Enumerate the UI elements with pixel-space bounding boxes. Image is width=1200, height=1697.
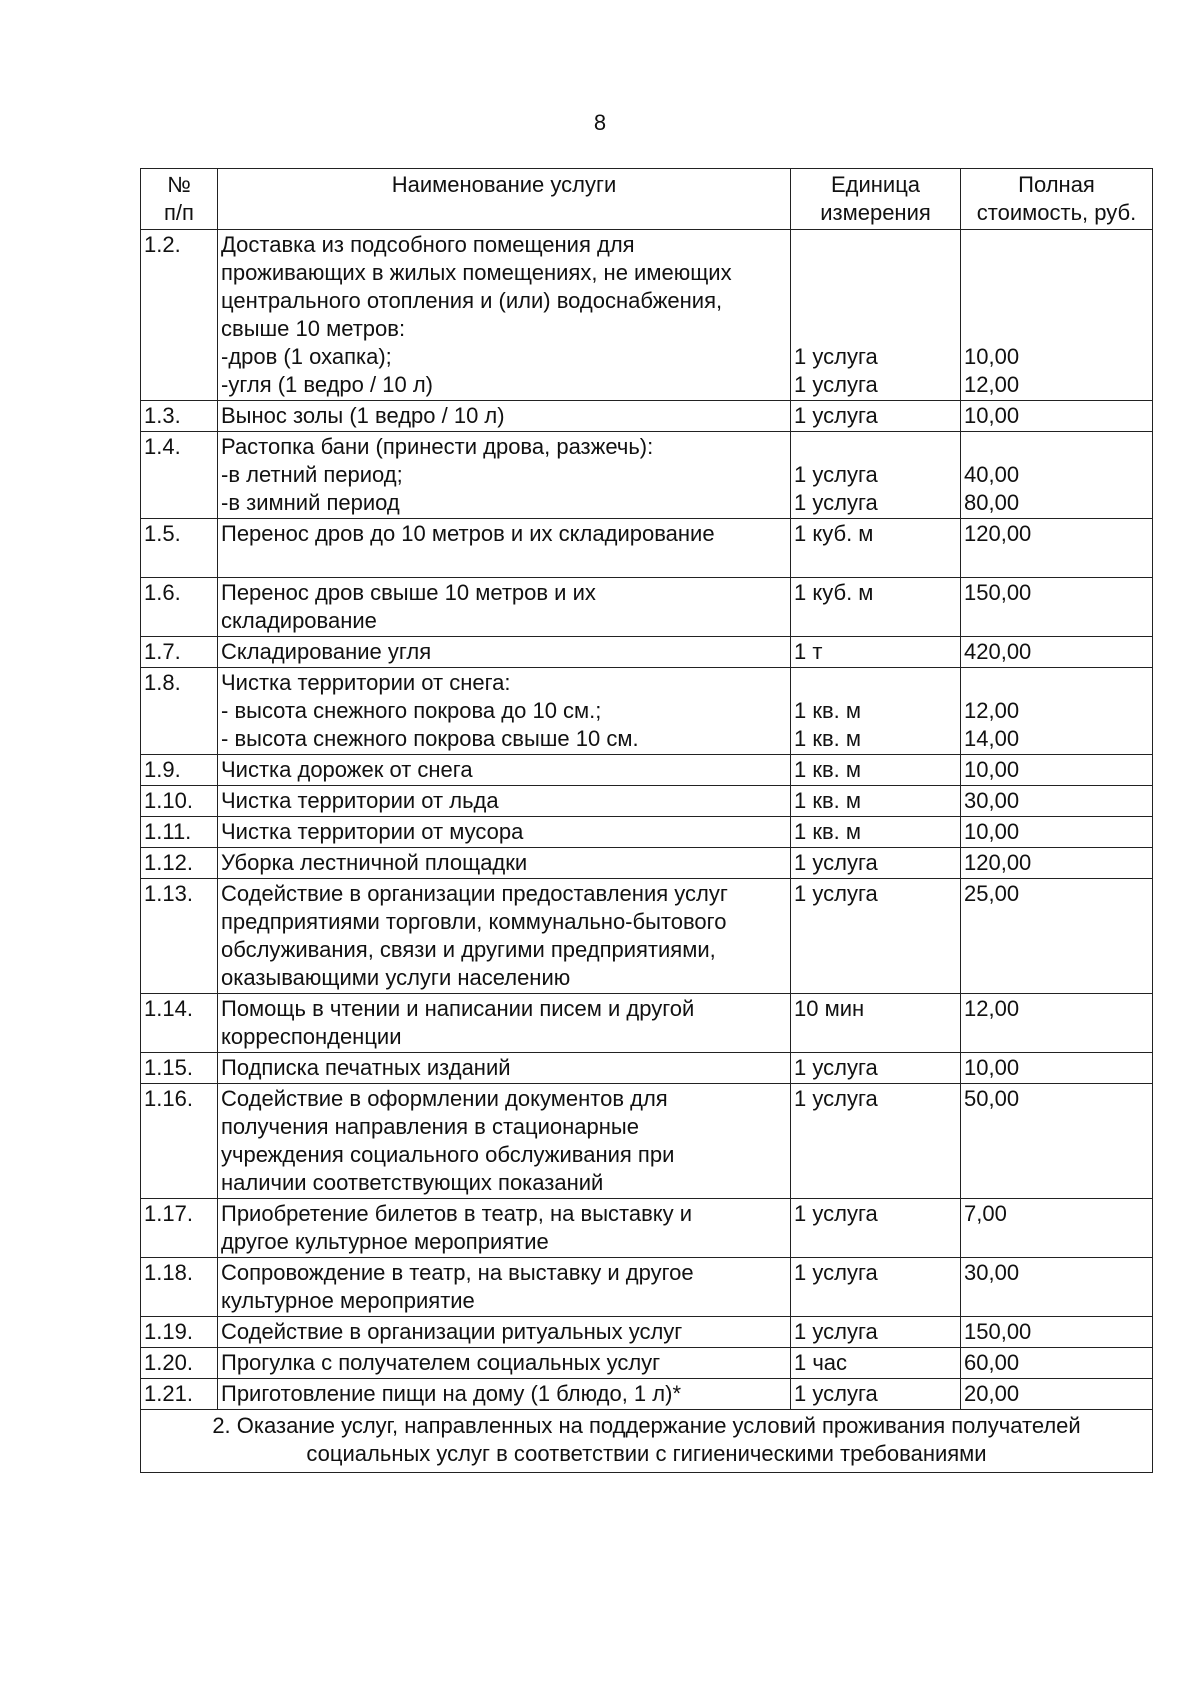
service-name-cell bbox=[218, 519, 791, 578]
section-heading: 2. Оказание услуг, направленных на поддержание условий проживания получателей социальных услуг в соответствии с гигиеническими требованиями bbox=[141, 1410, 1153, 1473]
cost-cell bbox=[961, 637, 1153, 668]
unit-cell bbox=[791, 668, 961, 755]
cost-line: 10,00 bbox=[964, 819, 1020, 844]
unit-line: 1 кв. м bbox=[794, 788, 862, 813]
service-name-line: Прогулка с получателем социальных услуг bbox=[221, 1350, 661, 1375]
services-price-table bbox=[140, 168, 1153, 1473]
service-name-cell bbox=[218, 401, 791, 432]
unit-line: 1 час bbox=[794, 1350, 848, 1375]
service-name-cell bbox=[218, 637, 791, 668]
service-name-line: Растопка бани (принести дрова, разжечь): bbox=[221, 434, 654, 459]
header-cost: Полная стоимость, руб. bbox=[961, 169, 1153, 230]
unit-cell bbox=[791, 786, 961, 817]
service-name-cell bbox=[218, 1053, 791, 1084]
unit-cell bbox=[791, 637, 961, 668]
table-row bbox=[141, 519, 1153, 578]
unit-line: 1 куб. м bbox=[794, 580, 874, 605]
table-row bbox=[141, 1258, 1153, 1317]
row-number: 1.5. bbox=[141, 519, 218, 578]
cost-cell bbox=[961, 1379, 1153, 1410]
cost-cell bbox=[961, 578, 1153, 637]
unit-line: 1 услуга bbox=[794, 1381, 878, 1406]
cost-line: 30,00 bbox=[964, 788, 1020, 813]
cost-line: 50,00 bbox=[964, 1086, 1020, 1111]
service-name-line: Помощь в чтении и написании писем и другой bbox=[221, 996, 695, 1021]
cost-line: 80,00 bbox=[964, 490, 1020, 515]
unit-line bbox=[794, 315, 957, 343]
service-name-line: Складирование угля bbox=[221, 639, 432, 664]
cost-line bbox=[964, 231, 1149, 259]
service-name-line: получения направления в стационарные bbox=[221, 1114, 639, 1139]
unit-line: 1 услуга bbox=[794, 1319, 878, 1344]
unit-line: 1 услуга bbox=[794, 1086, 878, 1111]
row-number: 1.13. bbox=[141, 879, 218, 994]
cost-line bbox=[964, 287, 1149, 315]
table-row bbox=[141, 401, 1153, 432]
service-name-cell bbox=[218, 668, 791, 755]
table-body bbox=[141, 230, 1153, 1410]
unit-cell bbox=[791, 1379, 961, 1410]
unit-line bbox=[794, 1287, 957, 1315]
unit-line bbox=[794, 1141, 957, 1169]
service-name-line: Чистка дорожек от снега bbox=[221, 757, 473, 782]
service-name-line: Приобретение билетов в театр, на выставку и bbox=[221, 1201, 693, 1226]
header-service-name: Наименование услуги bbox=[218, 169, 791, 230]
service-name-line: культурное мероприятие bbox=[221, 1288, 475, 1313]
service-name-line: Сопровождение в театр, на выставку и другое bbox=[221, 1260, 694, 1285]
cost-line: 120,00 bbox=[964, 521, 1032, 546]
cost-line: 10,00 bbox=[964, 1055, 1020, 1080]
unit-line: 1 услуга bbox=[794, 462, 878, 487]
cost-line: 7,00 bbox=[964, 1201, 1007, 1226]
unit-line bbox=[794, 607, 957, 635]
section-row bbox=[141, 1410, 1153, 1473]
service-name-cell bbox=[218, 879, 791, 994]
service-name-cell bbox=[218, 578, 791, 637]
table-row bbox=[141, 817, 1153, 848]
service-name-line: оказывающими услуги населению bbox=[221, 965, 571, 990]
service-name-line: Доставка из подсобного помещения для bbox=[221, 232, 635, 257]
unit-cell bbox=[791, 519, 961, 578]
service-name-cell bbox=[218, 994, 791, 1053]
service-name-cell bbox=[218, 755, 791, 786]
unit-line: 1 услуга bbox=[794, 1055, 878, 1080]
unit-line bbox=[794, 287, 957, 315]
unit-line: 1 услуга bbox=[794, 403, 878, 428]
unit-line: 1 кв. м bbox=[794, 726, 862, 751]
unit-line bbox=[794, 669, 957, 697]
cost-line: 60,00 bbox=[964, 1350, 1020, 1375]
unit-cell bbox=[791, 879, 961, 994]
row-number: 1.18. bbox=[141, 1258, 218, 1317]
service-name-line: Содействие в организации ритуальных услуг bbox=[221, 1319, 683, 1344]
service-name-line: свыше 10 метров: bbox=[221, 316, 406, 341]
cost-cell bbox=[961, 432, 1153, 519]
row-number: 1.7. bbox=[141, 637, 218, 668]
cost-line: 12,00 bbox=[964, 698, 1020, 723]
service-name-line: центрального отопления и (или) водоснабжения, bbox=[221, 288, 723, 313]
row-number: 1.14. bbox=[141, 994, 218, 1053]
table-row bbox=[141, 1317, 1153, 1348]
unit-line bbox=[794, 1113, 957, 1141]
table-row bbox=[141, 1199, 1153, 1258]
unit-line bbox=[794, 548, 957, 576]
unit-cell bbox=[791, 1317, 961, 1348]
table-row bbox=[141, 432, 1153, 519]
row-number: 1.6. bbox=[141, 578, 218, 637]
table-header-row bbox=[141, 169, 1153, 230]
row-number: 1.10. bbox=[141, 786, 218, 817]
service-name-line: проживающих в жилых помещениях, не имеющих bbox=[221, 260, 732, 285]
row-number: 1.11. bbox=[141, 817, 218, 848]
service-name-line: Содействие в оформлении документов для bbox=[221, 1086, 668, 1111]
cost-line bbox=[964, 1113, 1149, 1141]
cost-cell bbox=[961, 401, 1153, 432]
cost-line: 10,00 bbox=[964, 344, 1020, 369]
unit-line: 1 кв. м bbox=[794, 757, 862, 782]
unit-line: 1 кв. м bbox=[794, 698, 862, 723]
page-number: 8 bbox=[593, 110, 607, 135]
row-number: 1.3. bbox=[141, 401, 218, 432]
unit-line bbox=[794, 1228, 957, 1256]
cost-cell bbox=[961, 1053, 1153, 1084]
table-row bbox=[141, 1348, 1153, 1379]
service-name-line: Чистка территории от льда bbox=[221, 788, 499, 813]
service-name-cell bbox=[218, 1348, 791, 1379]
table-row bbox=[141, 230, 1153, 401]
cost-line: 12,00 bbox=[964, 372, 1020, 397]
cost-cell bbox=[961, 1348, 1153, 1379]
unit-line: 1 услуга bbox=[794, 1201, 878, 1226]
unit-cell bbox=[791, 994, 961, 1053]
cost-line: 20,00 bbox=[964, 1381, 1020, 1406]
cost-cell bbox=[961, 994, 1153, 1053]
unit-line: 1 кв. м bbox=[794, 819, 862, 844]
cost-line: 12,00 bbox=[964, 996, 1020, 1021]
cost-cell bbox=[961, 848, 1153, 879]
service-name-cell bbox=[218, 848, 791, 879]
unit-line bbox=[794, 1023, 957, 1051]
unit-cell bbox=[791, 755, 961, 786]
service-name-line: складирование bbox=[221, 608, 377, 633]
unit-cell bbox=[791, 230, 961, 401]
cost-line: 10,00 bbox=[964, 757, 1020, 782]
cost-line bbox=[964, 1023, 1149, 1051]
service-name-line: Чистка территории от мусора bbox=[221, 819, 524, 844]
row-number: 1.21. bbox=[141, 1379, 218, 1410]
unit-line bbox=[794, 259, 957, 287]
cost-line bbox=[964, 607, 1149, 635]
unit-line: 1 т bbox=[794, 639, 823, 664]
unit-cell bbox=[791, 1053, 961, 1084]
table-row bbox=[141, 755, 1153, 786]
cost-cell bbox=[961, 668, 1153, 755]
unit-line bbox=[794, 433, 957, 461]
row-number: 1.4. bbox=[141, 432, 218, 519]
cost-cell bbox=[961, 519, 1153, 578]
cost-cell bbox=[961, 1258, 1153, 1317]
cost-line bbox=[964, 1141, 1149, 1169]
unit-cell bbox=[791, 401, 961, 432]
cost-line: 150,00 bbox=[964, 580, 1032, 605]
cost-line bbox=[964, 964, 1149, 992]
cost-line: 40,00 bbox=[964, 462, 1020, 487]
service-name-line: корреспонденции bbox=[221, 1024, 402, 1049]
row-number: 1.15. bbox=[141, 1053, 218, 1084]
table-row bbox=[141, 879, 1153, 994]
header-unit: Единица измерения bbox=[791, 169, 961, 230]
unit-cell bbox=[791, 1084, 961, 1199]
unit-line: 1 услуга bbox=[794, 850, 878, 875]
table-row bbox=[141, 1379, 1153, 1410]
unit-line bbox=[794, 231, 957, 259]
cost-line bbox=[964, 1287, 1149, 1315]
cost-line bbox=[964, 908, 1149, 936]
service-name-line: - высота снежного покрова до 10 см.; bbox=[221, 698, 602, 723]
unit-line: 10 мин bbox=[794, 996, 865, 1021]
service-name-line: Перенос дров до 10 метров и их складирование bbox=[221, 521, 715, 546]
unit-line: 1 услуга bbox=[794, 490, 878, 515]
table-row bbox=[141, 994, 1153, 1053]
cost-line bbox=[964, 259, 1149, 287]
service-name-line: Содействие в организации предоставления услуг bbox=[221, 881, 728, 906]
table-row bbox=[141, 637, 1153, 668]
cost-cell bbox=[961, 817, 1153, 848]
unit-line: 1 услуга bbox=[794, 1260, 878, 1285]
unit-cell bbox=[791, 817, 961, 848]
service-name-cell bbox=[218, 432, 791, 519]
cost-line bbox=[964, 548, 1149, 576]
service-name-cell bbox=[218, 817, 791, 848]
service-name-line: учреждения социального обслуживания при bbox=[221, 1142, 675, 1167]
service-name-cell bbox=[218, 230, 791, 401]
cost-line bbox=[964, 1169, 1149, 1197]
cost-line: 14,00 bbox=[964, 726, 1020, 751]
row-number: 1.19. bbox=[141, 1317, 218, 1348]
cost-line: 10,00 bbox=[964, 403, 1020, 428]
table-row bbox=[141, 668, 1153, 755]
service-name-line: -в летний период; bbox=[221, 462, 403, 487]
service-name-cell bbox=[218, 1258, 791, 1317]
row-number: 1.17. bbox=[141, 1199, 218, 1258]
cost-cell bbox=[961, 1317, 1153, 1348]
cost-line: 25,00 bbox=[964, 881, 1020, 906]
service-name-line: Перенос дров свыше 10 метров и их bbox=[221, 580, 596, 605]
table-row bbox=[141, 786, 1153, 817]
table-row bbox=[141, 1084, 1153, 1199]
cost-line: 120,00 bbox=[964, 850, 1032, 875]
header-number: № п/п bbox=[141, 169, 218, 230]
table-row bbox=[141, 1053, 1153, 1084]
unit-line bbox=[794, 908, 957, 936]
unit-cell bbox=[791, 848, 961, 879]
cost-line bbox=[964, 1228, 1149, 1256]
service-name-cell bbox=[218, 786, 791, 817]
cost-cell bbox=[961, 1199, 1153, 1258]
service-name-line: - высота снежного покрова свыше 10 см. bbox=[221, 726, 639, 751]
table-row bbox=[141, 578, 1153, 637]
cost-cell bbox=[961, 879, 1153, 994]
cost-cell bbox=[961, 1084, 1153, 1199]
cost-line bbox=[964, 669, 1149, 697]
row-number: 1.9. bbox=[141, 755, 218, 786]
service-name-line: Подписка печатных изданий bbox=[221, 1055, 511, 1080]
unit-line: 1 услуга bbox=[794, 344, 878, 369]
unit-line bbox=[794, 964, 957, 992]
cost-cell bbox=[961, 786, 1153, 817]
unit-cell bbox=[791, 1258, 961, 1317]
service-name-line: -в зимний период bbox=[221, 490, 400, 515]
row-number: 1.12. bbox=[141, 848, 218, 879]
cost-cell bbox=[961, 755, 1153, 786]
service-name-line: Вынос золы (1 ведро / 10 л) bbox=[221, 403, 505, 428]
service-name-cell bbox=[218, 1317, 791, 1348]
unit-cell bbox=[791, 578, 961, 637]
service-name-line: другое культурное мероприятие bbox=[221, 1229, 549, 1254]
service-name-line: наличии соответствующих показаний bbox=[221, 1170, 604, 1195]
service-name-line: предприятиями торговли, коммунально-бытового bbox=[221, 909, 727, 934]
unit-cell bbox=[791, 432, 961, 519]
unit-line: 1 услуга bbox=[794, 881, 878, 906]
row-number: 1.16. bbox=[141, 1084, 218, 1199]
service-name-line: Приготовление пищи на дому (1 блюдо, 1 л)* bbox=[221, 1381, 682, 1406]
cost-line: 150,00 bbox=[964, 1319, 1032, 1344]
service-name-line: -угля (1 ведро / 10 л) bbox=[221, 372, 433, 397]
services-price-table-container bbox=[140, 168, 1152, 1473]
row-number: 1.8. bbox=[141, 668, 218, 755]
unit-cell bbox=[791, 1348, 961, 1379]
cost-line bbox=[964, 433, 1149, 461]
cost-line bbox=[964, 936, 1149, 964]
service-name-line: Уборка лестничной площадки bbox=[221, 850, 528, 875]
service-name-cell bbox=[218, 1199, 791, 1258]
unit-line: 1 услуга bbox=[794, 372, 878, 397]
cost-cell bbox=[961, 230, 1153, 401]
row-number: 1.20. bbox=[141, 1348, 218, 1379]
service-name-line: обслуживания, связи и другими предприятиями, bbox=[221, 937, 716, 962]
cost-line bbox=[964, 315, 1149, 343]
unit-line: 1 куб. м bbox=[794, 521, 874, 546]
service-name-line bbox=[221, 548, 787, 576]
service-name-line: Чистка территории от снега: bbox=[221, 670, 511, 695]
cost-line: 30,00 bbox=[964, 1260, 1020, 1285]
unit-cell bbox=[791, 1199, 961, 1258]
service-name-cell bbox=[218, 1084, 791, 1199]
service-name-cell bbox=[218, 1379, 791, 1410]
unit-line bbox=[794, 1169, 957, 1197]
table-row bbox=[141, 848, 1153, 879]
cost-line: 420,00 bbox=[964, 639, 1032, 664]
row-number: 1.2. bbox=[141, 230, 218, 401]
service-name-line: -дров (1 охапка); bbox=[221, 344, 392, 369]
unit-line bbox=[794, 936, 957, 964]
